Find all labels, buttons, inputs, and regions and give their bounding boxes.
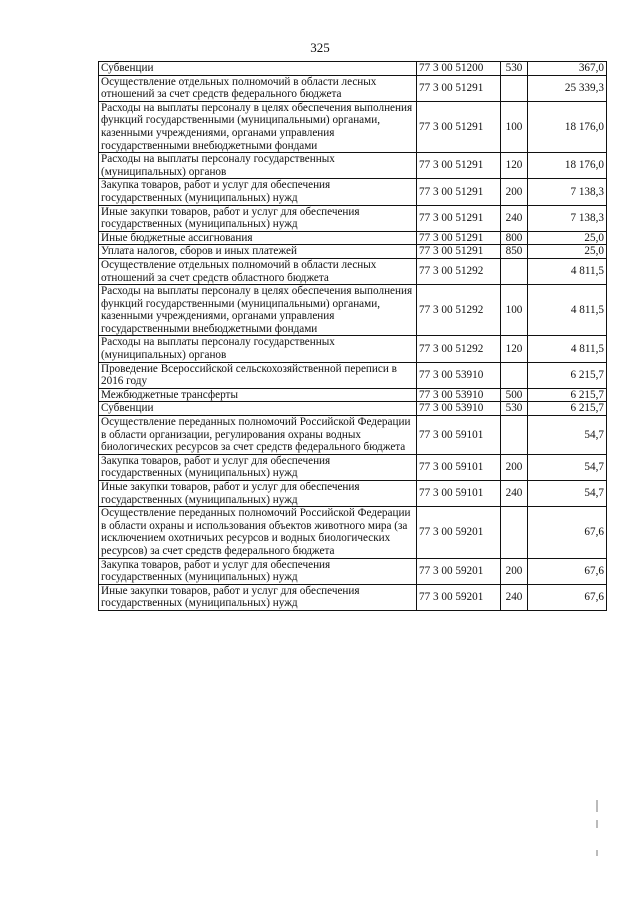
row-sum-cell: 18 176,0 bbox=[528, 153, 607, 179]
scan-margin-mark bbox=[596, 800, 598, 812]
row-name-cell: Субвенции bbox=[99, 62, 417, 76]
row-code-cell: 77 3 00 51291 bbox=[417, 245, 501, 259]
row-code-cell: 77 3 00 53910 bbox=[417, 388, 501, 402]
table-row bbox=[99, 481, 607, 507]
row-sum-cell: 18 176,0 bbox=[528, 101, 607, 152]
row-sum-cell: 6 215,7 bbox=[528, 402, 607, 416]
page-number: 325 bbox=[310, 40, 330, 55]
row-expense-type-cell: 240 bbox=[501, 584, 528, 610]
row-expense-type-cell: 120 bbox=[501, 153, 528, 179]
row-expense-type-cell: 120 bbox=[501, 336, 528, 362]
row-name-cell: Расходы на выплаты персоналу в целях обеспечения выполнения функций государственными (муниципальными) органами, казенными учреждениями, органами управления государственными внебюджетными фондами bbox=[99, 285, 417, 336]
table-row bbox=[99, 101, 607, 152]
row-code-cell: 77 3 00 51291 bbox=[417, 75, 501, 101]
row-expense-type-cell: 850 bbox=[501, 245, 528, 259]
budget-table-body bbox=[99, 62, 607, 611]
row-code-cell: 77 3 00 53910 bbox=[417, 402, 501, 416]
row-sum-cell: 4 811,5 bbox=[528, 285, 607, 336]
row-code-cell: 77 3 00 59101 bbox=[417, 454, 501, 480]
row-code-cell: 77 3 00 51291 bbox=[417, 205, 501, 231]
row-code-cell: 77 3 00 59201 bbox=[417, 558, 501, 584]
row-name-cell: Расходы на выплаты персоналу в целях обеспечения выполнения функций государственными (муниципальными) органами, казенными учреждениями, органами управления государственными внебюджетными фондами bbox=[99, 101, 417, 152]
table-row bbox=[99, 402, 607, 416]
row-code-cell: 77 3 00 51200 bbox=[417, 62, 501, 76]
row-sum-cell: 6 215,7 bbox=[528, 362, 607, 388]
row-sum-cell: 4 811,5 bbox=[528, 258, 607, 284]
row-name-cell: Закупка товаров, работ и услуг для обеспечения государственных (муниципальных) нужд bbox=[99, 454, 417, 480]
row-expense-type-cell: 200 bbox=[501, 179, 528, 205]
row-name-cell: Проведение Всероссийской сельскохозяйственной переписи в 2016 году bbox=[99, 362, 417, 388]
row-sum-cell: 7 138,3 bbox=[528, 179, 607, 205]
row-name-cell: Расходы на выплаты персоналу государственных (муниципальных) органов bbox=[99, 153, 417, 179]
table-row bbox=[99, 362, 607, 388]
row-sum-cell: 25,0 bbox=[528, 245, 607, 259]
row-expense-type-cell bbox=[501, 258, 528, 284]
row-code-cell: 77 3 00 51292 bbox=[417, 285, 501, 336]
row-name-cell: Иные бюджетные ассигнования bbox=[99, 231, 417, 245]
row-expense-type-cell: 200 bbox=[501, 558, 528, 584]
row-name-cell: Уплата налогов, сборов и иных платежей bbox=[99, 245, 417, 259]
row-code-cell: 77 3 00 51292 bbox=[417, 258, 501, 284]
row-expense-type-cell: 240 bbox=[501, 205, 528, 231]
row-expense-type-cell: 100 bbox=[501, 285, 528, 336]
table-row bbox=[99, 558, 607, 584]
row-code-cell: 77 3 00 51291 bbox=[417, 231, 501, 245]
row-name-cell: Осуществление отдельных полномочий в области лесных отношений за счет средств областного бюджета bbox=[99, 258, 417, 284]
row-sum-cell: 4 811,5 bbox=[528, 336, 607, 362]
table-row bbox=[99, 454, 607, 480]
row-sum-cell: 67,6 bbox=[528, 558, 607, 584]
row-name-cell: Иные закупки товаров, работ и услуг для обеспечения государственных (муниципальных) нужд bbox=[99, 205, 417, 231]
table-row bbox=[99, 416, 607, 455]
row-sum-cell: 25 339,3 bbox=[528, 75, 607, 101]
row-name-cell: Осуществление переданных полномочий Российской Федерации в области организации, регулирования охраны водных биологических ресурсов за счет средств федерального бюджета bbox=[99, 416, 417, 455]
row-sum-cell: 54,7 bbox=[528, 416, 607, 455]
row-code-cell: 77 3 00 53910 bbox=[417, 362, 501, 388]
row-sum-cell: 54,7 bbox=[528, 454, 607, 480]
row-expense-type-cell bbox=[501, 416, 528, 455]
table-row bbox=[99, 336, 607, 362]
row-sum-cell: 6 215,7 bbox=[528, 388, 607, 402]
row-code-cell: 77 3 00 59101 bbox=[417, 481, 501, 507]
row-expense-type-cell bbox=[501, 507, 528, 558]
row-code-cell: 77 3 00 59201 bbox=[417, 584, 501, 610]
row-expense-type-cell: 530 bbox=[501, 62, 528, 76]
row-name-cell: Осуществление отдельных полномочий в области лесных отношений за счет средств федерального бюджета bbox=[99, 75, 417, 101]
row-sum-cell: 25,0 bbox=[528, 231, 607, 245]
scan-margin-mark bbox=[596, 820, 598, 828]
table-row bbox=[99, 258, 607, 284]
table-row bbox=[99, 285, 607, 336]
row-name-cell: Субвенции bbox=[99, 402, 417, 416]
row-name-cell: Межбюджетные трансферты bbox=[99, 388, 417, 402]
row-sum-cell: 54,7 bbox=[528, 481, 607, 507]
row-code-cell: 77 3 00 59101 bbox=[417, 416, 501, 455]
row-expense-type-cell: 240 bbox=[501, 481, 528, 507]
table-row bbox=[99, 179, 607, 205]
row-expense-type-cell: 200 bbox=[501, 454, 528, 480]
row-expense-type-cell: 800 bbox=[501, 231, 528, 245]
row-name-cell: Иные закупки товаров, работ и услуг для обеспечения государственных (муниципальных) нужд bbox=[99, 481, 417, 507]
row-name-cell: Закупка товаров, работ и услуг для обеспечения государственных (муниципальных) нужд bbox=[99, 179, 417, 205]
table-row bbox=[99, 584, 607, 610]
budget-table bbox=[98, 61, 607, 611]
row-sum-cell: 67,6 bbox=[528, 507, 607, 558]
row-code-cell: 77 3 00 51291 bbox=[417, 153, 501, 179]
row-sum-cell: 7 138,3 bbox=[528, 205, 607, 231]
row-code-cell: 77 3 00 51291 bbox=[417, 179, 501, 205]
table-row bbox=[99, 205, 607, 231]
table-row bbox=[99, 507, 607, 558]
row-expense-type-cell: 500 bbox=[501, 388, 528, 402]
row-name-cell: Иные закупки товаров, работ и услуг для обеспечения государственных (муниципальных) нужд bbox=[99, 584, 417, 610]
row-name-cell: Расходы на выплаты персоналу государственных (муниципальных) органов bbox=[99, 336, 417, 362]
row-code-cell: 77 3 00 51291 bbox=[417, 101, 501, 152]
table-row bbox=[99, 245, 607, 259]
row-expense-type-cell bbox=[501, 362, 528, 388]
row-code-cell: 77 3 00 51292 bbox=[417, 336, 501, 362]
table-row bbox=[99, 388, 607, 402]
row-code-cell: 77 3 00 59201 bbox=[417, 507, 501, 558]
scan-margin-mark bbox=[596, 850, 598, 856]
row-expense-type-cell: 100 bbox=[501, 101, 528, 152]
table-row bbox=[99, 231, 607, 245]
row-sum-cell: 367,0 bbox=[528, 62, 607, 76]
table-row bbox=[99, 62, 607, 76]
row-name-cell: Осуществление переданных полномочий Российской Федерации в области охраны и использования объектов животного мира (за исключением охотничьих ресурсов и водных биологических ресурсов) за счет средств федерального бюджета bbox=[99, 507, 417, 558]
table-row bbox=[99, 153, 607, 179]
table-row bbox=[99, 75, 607, 101]
row-name-cell: Закупка товаров, работ и услуг для обеспечения государственных (муниципальных) нужд bbox=[99, 558, 417, 584]
row-expense-type-cell bbox=[501, 75, 528, 101]
row-expense-type-cell: 530 bbox=[501, 402, 528, 416]
row-sum-cell: 67,6 bbox=[528, 584, 607, 610]
